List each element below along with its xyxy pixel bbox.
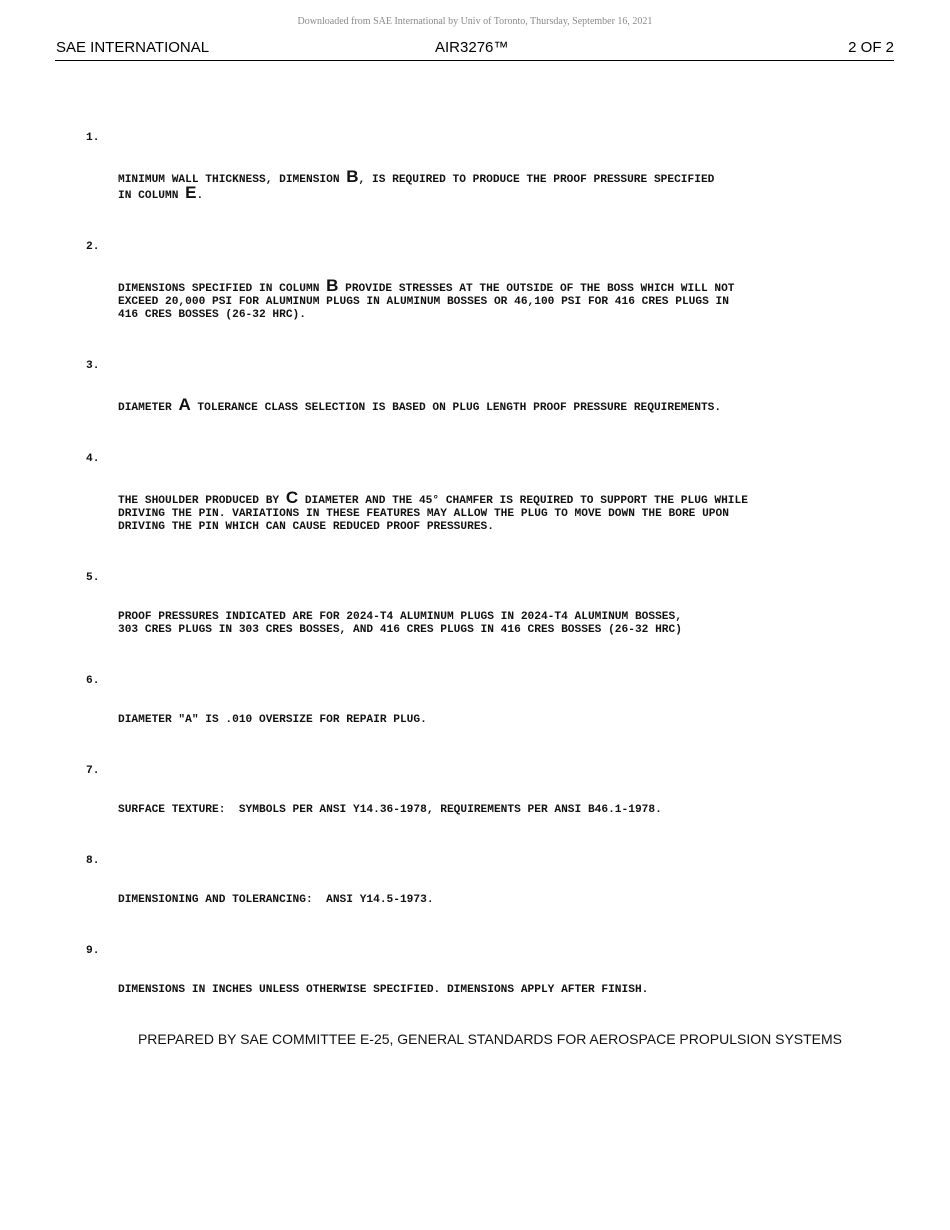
note-number: 2. [86, 241, 100, 253]
note-text: DIMENSIONS SPECIFIED IN COLUMN B PROVIDE STRESSES AT THE OUTSIDE OF THE BOSS WHICH WILL NOT EXCEED 20,000 PSI FOR ALUMINUM PLUGS IN ALUMINUM BOSSES OR 46,100 PSI FOR 416 CRES PLUGS IN 416 CRES BOSSES (26-32 HRC). [118, 276, 735, 321]
committee-footer: PREPARED BY SAE COMMITTEE E-25, GENERAL STANDARDS FOR AEROSPACE PROPULSION SYSTEMS [137, 1031, 843, 1047]
note-item [86, 765, 886, 843]
notes-list [86, 132, 886, 1035]
dimension-letter: E [185, 183, 197, 202]
note-number: 3. [86, 360, 100, 372]
note-item [86, 572, 886, 663]
page-header [55, 38, 894, 61]
note-text: DIAMETER "A" IS .010 OVERSIZE FOR REPAIR PLUG. [118, 714, 427, 726]
note-number: 9. [86, 945, 100, 957]
note-number: 6. [86, 675, 100, 687]
note-number: 4. [86, 453, 100, 465]
dimension-letter: C [285, 488, 299, 507]
document-id: AIR3276™ [435, 39, 509, 56]
note-item [86, 241, 886, 348]
note-text: DIMENSIONS IN INCHES UNLESS OTHERWISE SPECIFIED. DIMENSIONS APPLY AFTER FINISH. [118, 984, 649, 996]
note-text: PROOF PRESSURES INDICATED ARE FOR 2024-T4 ALUMINUM PLUGS IN 2024-T4 ALUMINUM BOSSES, 303 CRES PLUGS IN 303 CRES BOSSES, AND 416 CRES PLUGS IN 416 CRES BOSSES (26-32 HRC) [118, 611, 682, 636]
note-text: SURFACE TEXTURE: SYMBOLS PER ANSI Y14.36-1978, REQUIREMENTS PER ANSI B46.1-1978. [118, 804, 662, 816]
note-number: 7. [86, 765, 100, 777]
note-item [86, 360, 886, 441]
note-item [86, 945, 886, 1023]
note-number: 5. [86, 572, 100, 584]
note-number: 1. [86, 132, 100, 144]
note-text: THE SHOULDER PRODUCED BY C DIAMETER AND THE 45° CHAMFER IS REQUIRED TO SUPPORT THE PLUG WHILE DRIVING THE PIN. VARIATIONS IN THESE FEATURES MAY ALLOW THE PLUG TO MOVE DOWN THE BORE UPON DRIVING THE PIN WHICH CAN CAUSE REDUCED PROOF PRESSURES. [118, 488, 748, 533]
note-text: MINIMUM WALL THICKNESS, DIMENSION B, IS REQUIRED TO PRODUCE THE PROOF PRESSURE SPECIFIED IN COLUMN E. [118, 167, 715, 202]
note-item [86, 132, 886, 229]
note-text: DIAMETER A TOLERANCE CLASS SELECTION IS BASED ON PLUG LENGTH PROOF PRESSURE REQUIREMENTS. [118, 395, 722, 414]
note-item [86, 855, 886, 933]
download-notice: Downloaded from SAE International by Univ of Toronto, Thursday, September 16, 2021 [297, 16, 653, 27]
dimension-letter: A [178, 395, 191, 414]
note-number: 8. [86, 855, 100, 867]
dimension-letter: B [326, 276, 339, 295]
note-text: DIMENSIONING AND TOLERANCING: ANSI Y14.5-1973. [118, 894, 434, 906]
note-item [86, 675, 886, 753]
note-item [86, 453, 886, 560]
page-number: 2 OF 2 [848, 39, 894, 56]
publisher-name: SAE INTERNATIONAL [56, 39, 210, 56]
dimension-letter: B [346, 167, 359, 186]
